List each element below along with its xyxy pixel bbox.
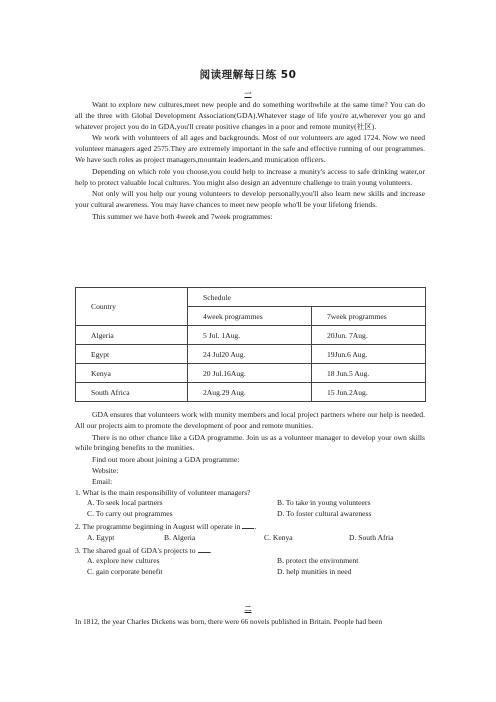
paragraph: Find out more about joining a GDA programme:	[92, 455, 240, 465]
country-cell: Algeria	[76, 326, 188, 345]
w7-cell: 15 Jun.2Aug.	[312, 383, 426, 402]
table-row	[76, 326, 426, 345]
paragraph: GDA ensures that volunteers work with munity members and local project partners where our help is needed. All our projects aim to promote the development of poor and remote munities.	[75, 410, 425, 430]
question-3-stem: 3. The shared goal of GDA's projects to	[75, 545, 196, 555]
option-c: C. Kenya	[264, 532, 293, 542]
paragraph: Depending on which role you choose,you could help to increase a munity's access to safe drinking water,or help to protect valuable local cultures. You might also design an adventure challenge to train young volunteers.	[75, 166, 425, 187]
schedule-header: Schedule	[188, 288, 426, 307]
page-title: 阅读理解每日练 50	[199, 69, 297, 81]
col-7week-header: 7week programmes	[312, 307, 426, 326]
question-3: 3. The shared goal of GDA's projects to .	[75, 545, 212, 555]
schedule-table	[75, 287, 426, 402]
option-d: D. help munities in need	[277, 567, 352, 577]
answer-blank	[242, 520, 254, 529]
section-marker-2: 二	[244, 605, 252, 613]
country-cell: Kenya	[76, 364, 188, 383]
table-intro: This summer we have both 4week and 7week programmes:	[92, 211, 273, 221]
w4-cell: 20 Jul.16Aug.	[188, 364, 312, 383]
question-3-options-row2	[75, 567, 425, 578]
option-b: B. Algeria	[164, 532, 196, 542]
col-4week-header: 4week programmes	[188, 307, 312, 326]
w7-cell: 19Jun.6 Aug.	[312, 345, 426, 364]
w7-cell: 20Jun. 7Aug.	[312, 326, 426, 345]
email-label: Email:	[92, 476, 113, 486]
table-row	[76, 383, 426, 402]
question-1-options	[75, 498, 425, 509]
paragraph: There is no other chance like a GDA programme. Join us as a volunteer manager to develop your own skills while bringing benefits to the munities.	[75, 432, 425, 453]
table-row	[76, 364, 426, 383]
table-row	[76, 345, 426, 364]
option-d: D. To foster cultural awareness	[277, 509, 372, 519]
option-a: A. explore new cultures	[87, 556, 160, 566]
option-b: B. protect the environment	[277, 556, 359, 566]
w4-cell: 2Aug.29 Aug.	[188, 383, 312, 402]
option-a: A. Egypt	[87, 532, 115, 542]
question-1-options-row2	[75, 509, 425, 520]
question-1: 1. What is the main responsibility of volunteer managers?	[75, 487, 251, 497]
question-2: 2. The programme beginning in August will operate in .	[75, 521, 257, 531]
question-2-stem: 2. The programme beginning in August will operate in	[75, 521, 241, 531]
passage-2-start	[75, 617, 440, 628]
paragraph: In 1812, the year Charles Dickens was born, there were 66 novels published in Britain. People had been	[75, 617, 383, 626]
passage-1-closing	[75, 410, 425, 578]
option-a: A. To seek local partners	[87, 498, 163, 508]
option-b: B. To take in young volunteers	[277, 498, 371, 508]
question-3-options	[75, 556, 425, 567]
paragraph: Not only will you help our young volunteers to develop personally,you'll also learn new skills and increase your cultural awareness. You may have chances to meet new people who'll be your lifelong friends.	[75, 189, 425, 210]
country-cell: Egypt	[76, 345, 188, 364]
country-header: Country	[76, 288, 188, 326]
question-2-options	[75, 533, 425, 544]
option-c: C. To carry out programmes	[87, 509, 173, 519]
answer-blank	[198, 544, 210, 553]
passage-1-intro	[75, 100, 425, 223]
w4-cell: 24 Jul20 Aug.	[188, 345, 312, 364]
website-label: Website:	[92, 465, 119, 475]
section-marker-1: 一	[244, 90, 252, 98]
w7-cell: 18 Jun.5 Aug.	[312, 364, 426, 383]
option-c: C. gain corporate benefit	[87, 567, 163, 577]
country-cell: South Africa	[76, 383, 188, 402]
w4-cell: 5 Jul. 1Aug.	[188, 326, 312, 345]
paragraph: We work with volunteers of all ages and backgrounds. Most of our volunteers are aged 1724. Now we need volunteer managers aged 2575.They are extremely important in the safe and effective running of our programmes. We have such roles as project managers,mountain leaders,and munication officers.	[75, 133, 425, 164]
option-d: D. South Afria	[349, 532, 394, 542]
paragraph: Want to explore new cultures,meet new people and do something worthwhile at the same time? You can do all the three with Global Development Association(GDA).Whatever stage of life you're at,wherever you go and whatever project you do in GDA,you'll create positive changes in a poor and remote munity(社区).	[75, 100, 425, 131]
table-header-row	[76, 288, 426, 307]
